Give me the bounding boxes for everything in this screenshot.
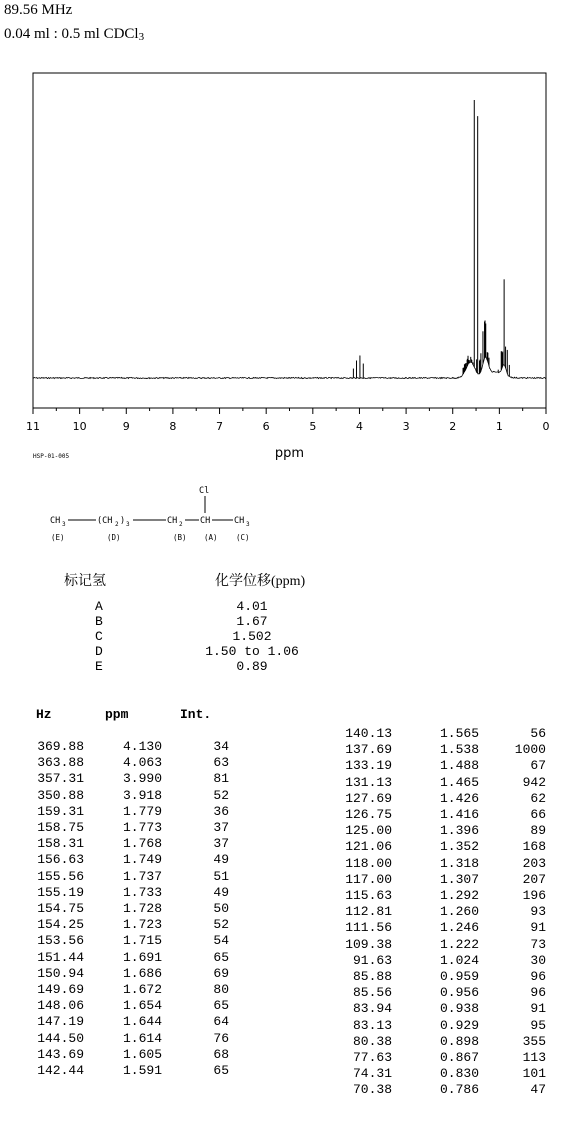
table-cell-hz: 117.00	[345, 871, 392, 887]
table-cell-hz: 125.00	[345, 823, 392, 839]
table-cell-hz: 155.56	[37, 868, 84, 884]
table-cell-int: 54	[213, 933, 229, 949]
table-cell-ppm: 1.538	[439, 742, 479, 758]
table-cell-int: 65	[213, 998, 229, 1014]
table-cell-int: 56	[530, 726, 546, 741]
table-cell-hz: 127.69	[345, 790, 392, 806]
table-cell-hz: 158.75	[37, 820, 84, 835]
table-cell-ppm: 1.768	[122, 836, 162, 852]
table-cell-hz: 85.56	[352, 985, 392, 1001]
struct-sub: 2	[179, 521, 183, 528]
assign-row-label: C	[95, 629, 103, 644]
table-cell-hz: 149.69	[37, 982, 84, 997]
table-cell-int: 81	[213, 771, 229, 787]
table-cell-hz: 158.31	[37, 836, 84, 852]
table-cell-hz: 156.63	[37, 852, 84, 868]
table-cell-hz: 153.56	[37, 933, 84, 949]
assign-row-label: A	[95, 599, 103, 614]
x-tick-label: 6	[262, 420, 270, 433]
sample-subscript: 3	[138, 31, 145, 43]
table-cell-ppm: 0.929	[439, 1017, 479, 1033]
table-cell-hz: 357.31	[37, 771, 84, 787]
table-cell-int: 36	[213, 803, 229, 819]
x-tick-label: 8	[169, 420, 177, 433]
table-cell-hz: 150.94	[37, 965, 84, 981]
table-cell-int: 80	[213, 982, 229, 997]
table-cell-ppm: 1.416	[439, 807, 479, 822]
table-cell-ppm: 1.728	[122, 901, 162, 916]
table-cell-int: 91	[530, 1001, 546, 1017]
col-header-hz: Hz	[36, 707, 52, 722]
table-cell-int: 34	[213, 739, 229, 754]
struct-ch-a: CH	[200, 516, 211, 526]
table-cell-ppm: 1.723	[122, 917, 162, 933]
table-cell-ppm: 1.605	[122, 1046, 162, 1062]
table-cell-ppm: 1.307	[439, 871, 479, 887]
table-cell-ppm: 0.938	[439, 1001, 479, 1017]
table-cell-ppm: 1.686	[122, 965, 162, 981]
table-cell-ppm: 1.654	[122, 998, 162, 1014]
struct-letter: (D)	[107, 533, 121, 542]
struct-sub: 3	[126, 521, 130, 528]
table-cell-int: 49	[213, 884, 229, 900]
struct-ch2-d: (CH	[97, 516, 113, 526]
table-cell-ppm: 1.591	[122, 1063, 162, 1078]
table-cell-int: 51	[213, 868, 229, 884]
table-cell-ppm: 1.644	[122, 1014, 162, 1030]
table-cell-int: 207	[522, 871, 546, 887]
table-cell-hz: 80.38	[352, 1033, 392, 1049]
table-cell-hz: 126.75	[345, 807, 392, 822]
table-cell-int: 64	[213, 1014, 229, 1030]
table-cell-hz: 77.63	[352, 1050, 392, 1065]
table-cell-hz: 109.38	[345, 936, 392, 952]
x-tick-label: 5	[309, 420, 317, 433]
table-cell-int: 91	[530, 920, 546, 936]
table-cell-int: 101	[522, 1066, 546, 1082]
x-tick-label: 3	[402, 420, 410, 433]
table-cell-ppm: 1.465	[439, 774, 479, 790]
struct-letter: (E)	[51, 533, 65, 542]
x-tick-label: 4	[355, 420, 363, 433]
struct-letter: (C)	[236, 533, 250, 542]
table-cell-int: 52	[213, 917, 229, 933]
assign-row-label: B	[95, 614, 103, 629]
x-tick-label: 10	[72, 420, 87, 433]
struct-sub: 2	[115, 521, 119, 528]
table-cell-ppm: 1.246	[439, 920, 479, 936]
table-cell-ppm: 0.959	[439, 969, 479, 984]
spectrum-trace	[33, 356, 546, 378]
table-cell-int: 95	[530, 1017, 546, 1033]
table-cell-hz: 111.56	[345, 920, 392, 936]
table-cell-int: 69	[213, 965, 229, 981]
table-cell-ppm: 1.672	[122, 982, 162, 997]
table-cell-ppm: 1.614	[122, 1030, 162, 1046]
table-cell-int: 37	[213, 820, 229, 835]
table-cell-hz: 140.13	[345, 726, 392, 741]
table-cell-hz: 363.88	[37, 755, 84, 771]
table-cell-ppm: 1.737	[122, 868, 162, 884]
table-cell-ppm: 1.565	[439, 726, 479, 741]
table-cell-ppm: 3.918	[122, 787, 162, 803]
table-cell-int: 203	[522, 855, 546, 871]
assign-col-shift: 化学位移(ppm)	[215, 574, 306, 589]
table-cell-int: 355	[522, 1033, 546, 1049]
x-axis-label: ppm	[274, 446, 305, 461]
table-cell-hz: 148.06	[37, 998, 84, 1014]
table-cell-ppm: 0.830	[439, 1066, 479, 1082]
table-cell-int: 89	[530, 823, 546, 839]
table-cell-int: 65	[213, 1063, 229, 1078]
table-cell-ppm: 1.733	[122, 884, 162, 900]
table-cell-hz: 112.81	[345, 904, 392, 920]
struct-cl: Cl	[199, 486, 210, 496]
table-cell-hz: 74.31	[352, 1066, 392, 1082]
table-cell-hz: 131.13	[345, 774, 392, 790]
table-cell-ppm: 1.318	[439, 855, 479, 871]
table-cell-int: 68	[213, 1046, 229, 1062]
table-cell-hz: 151.44	[37, 949, 84, 965]
table-cell-int: 65	[213, 949, 229, 965]
table-cell-int: 96	[530, 985, 546, 1001]
assign-col-label: 标记氢	[64, 574, 106, 589]
table-cell-hz: 85.88	[352, 969, 392, 984]
table-cell-hz: 143.69	[37, 1046, 84, 1062]
table-cell-int: 50	[213, 901, 229, 916]
table-cell-ppm: 4.063	[122, 755, 162, 771]
col-header-int: Int.	[180, 707, 212, 722]
table-cell-ppm: 1.488	[439, 758, 479, 774]
table-cell-ppm: 1.691	[122, 949, 162, 965]
table-cell-ppm: 1.222	[439, 936, 479, 952]
x-tick-label: 2	[449, 420, 457, 433]
sample-text: 0.04 ml : 0.5 ml CDCl	[4, 26, 139, 42]
assign-row-shift: 1.50 to 1.06	[205, 644, 299, 659]
table-cell-int: 1000	[514, 742, 546, 758]
struct-sub: 3	[62, 521, 66, 528]
spectrometer-frequency: 89.56 MHz	[4, 2, 73, 18]
table-cell-ppm: 1.779	[122, 803, 162, 819]
table-cell-int: 168	[522, 839, 546, 855]
table-cell-hz: 133.19	[345, 758, 392, 774]
table-cell-int: 73	[530, 936, 546, 952]
table-cell-int: 942	[522, 774, 546, 790]
table-cell-ppm: 0.867	[439, 1050, 479, 1065]
table-cell-hz: 115.63	[345, 888, 392, 903]
struct-sub: 3	[246, 521, 250, 528]
table-cell-ppm: 0.898	[439, 1033, 479, 1049]
assign-row-shift: 1.67	[236, 614, 268, 629]
table-cell-int: 76	[213, 1030, 229, 1046]
table-cell-hz: 159.31	[37, 803, 84, 819]
table-cell-ppm: 1.352	[439, 839, 479, 855]
table-cell-ppm: 0.956	[439, 985, 479, 1001]
table-cell-ppm: 1.024	[439, 952, 479, 968]
struct-letter: (A)	[204, 533, 218, 542]
table-cell-int: 66	[530, 807, 546, 822]
struct-letter: (B)	[173, 533, 187, 542]
table-cell-int: 30	[530, 952, 546, 968]
x-tick-label: 9	[122, 420, 130, 433]
table-cell-hz: 83.94	[352, 1001, 392, 1017]
assign-row-shift: 1.502	[232, 629, 272, 644]
table-cell-hz: 154.75	[37, 901, 84, 916]
table-cell-hz: 147.19	[37, 1014, 84, 1030]
struct-ch3-c: CH	[234, 516, 245, 526]
table-cell-hz: 142.44	[37, 1063, 84, 1078]
assign-row-label: D	[95, 644, 103, 659]
x-tick-label: 0	[542, 420, 550, 433]
table-cell-hz: 155.19	[37, 884, 84, 900]
table-cell-ppm: 0.786	[439, 1082, 479, 1098]
table-cell-ppm: 1.715	[122, 933, 162, 949]
table-cell-int: 63	[213, 755, 229, 771]
table-cell-hz: 70.38	[352, 1082, 392, 1098]
table-cell-int: 49	[213, 852, 229, 868]
x-tick-label: 7	[216, 420, 224, 433]
table-cell-hz: 144.50	[37, 1030, 84, 1046]
table-cell-ppm: 1.396	[439, 823, 479, 839]
x-tick-label: 1	[495, 420, 503, 433]
table-cell-hz: 118.00	[345, 855, 392, 871]
assign-row-shift: 4.01	[236, 599, 268, 614]
spectrum-code: HSP-01-005	[33, 453, 70, 460]
plot-frame	[33, 73, 546, 408]
table-cell-ppm: 1.773	[122, 820, 162, 835]
table-cell-int: 62	[530, 790, 546, 806]
table-cell-hz: 369.88	[37, 739, 84, 754]
table-cell-hz: 83.13	[352, 1017, 392, 1033]
table-cell-hz: 91.63	[352, 952, 392, 968]
table-cell-int: 67	[530, 758, 546, 774]
table-cell-int: 52	[213, 787, 229, 803]
struct-paren: )	[120, 516, 126, 526]
table-cell-int: 93	[530, 904, 546, 920]
table-cell-ppm: 1.426	[439, 790, 479, 806]
struct-ch3-e: CH	[50, 516, 61, 526]
table-cell-ppm: 3.990	[122, 771, 162, 787]
table-cell-int: 37	[213, 836, 229, 852]
struct-ch2-b: CH	[167, 516, 178, 526]
assign-row-shift: 0.89	[236, 659, 268, 674]
table-cell-int: 47	[530, 1082, 546, 1098]
assign-row-label: E	[95, 659, 103, 674]
col-header-ppm: ppm	[105, 707, 129, 722]
table-cell-hz: 350.88	[37, 787, 84, 803]
table-cell-int: 96	[530, 969, 546, 984]
nmr-spectrum-chart	[0, 0, 570, 470]
table-cell-hz: 154.25	[37, 917, 84, 933]
table-cell-hz: 137.69	[345, 742, 392, 758]
table-cell-ppm: 1.260	[439, 904, 479, 920]
table-cell-ppm: 4.130	[122, 739, 162, 754]
table-cell-ppm: 1.292	[439, 888, 479, 903]
table-cell-int: 196	[522, 888, 546, 903]
x-tick-label: 11	[26, 420, 40, 433]
table-cell-hz: 121.06	[345, 839, 392, 855]
table-cell-ppm: 1.749	[122, 852, 162, 868]
table-cell-int: 113	[522, 1050, 546, 1065]
